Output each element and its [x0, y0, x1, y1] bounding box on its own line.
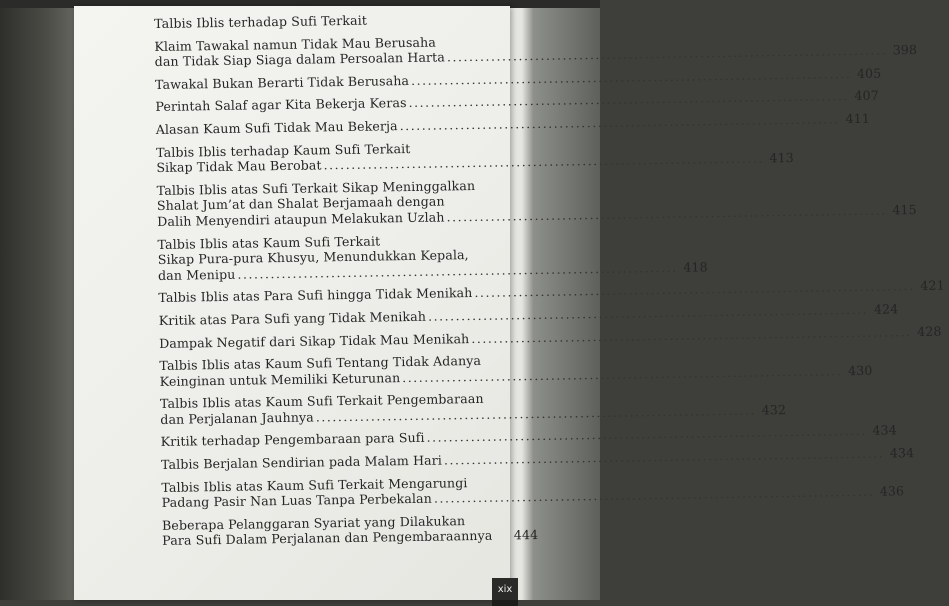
- dot-leader: ................................................................................: [400, 111, 840, 134]
- toc-entry-line: Shalat Jum’at dan Shalat Berjamaah dengan: [157, 192, 533, 213]
- toc-page-number: 407: [853, 88, 879, 104]
- toc-entry-line: Talbis Iblis atas Kaum Sufi Terkait: [157, 231, 533, 252]
- toc-entry-title: Keinginan untuk Memiliki Keturunan: [160, 370, 401, 389]
- toc-entry-title: dan Menipu: [158, 266, 236, 283]
- dot-leader: ................................................................................: [411, 66, 851, 89]
- toc-entry: [161, 451, 537, 472]
- toc-entry: [154, 33, 530, 70]
- toc-page-number: 413: [768, 150, 794, 166]
- toc-page-number: 411: [844, 111, 870, 127]
- page-folio: xix: [492, 578, 518, 600]
- toc-entry-title: dan Perjalanan Jauhnya: [160, 409, 314, 427]
- toc-page-number: 444: [512, 527, 538, 543]
- dot-leader: ................................................................................: [237, 260, 677, 283]
- toc-entry-final-line: [156, 116, 532, 137]
- toc-page-number: 434: [888, 445, 914, 461]
- toc-entry-title: Perintah Salaf agar Kita Bekerja Keras: [155, 95, 406, 115]
- toc-entry: [155, 71, 531, 92]
- toc-entry-line: Talbis Iblis terhadap Kaum Sufi Terkait: [156, 139, 532, 160]
- toc-entry-line: Talbis Iblis atas Kaum Sufi Tentang Tidak Adanya: [159, 352, 535, 373]
- toc-entry-title: Alasan Kaum Sufi Tidak Mau Bekerja: [156, 118, 398, 137]
- dot-leader: ................................................................................: [447, 43, 887, 66]
- toc-entry: [158, 284, 534, 305]
- dot-leader: ................................................................................: [428, 302, 868, 325]
- toc-entry-line: Beberapa Pelanggaran Syariat yang Dilakukan: [162, 512, 538, 533]
- toc-entry-title: Sikap Tidak Mau Berobat: [156, 158, 321, 176]
- toc-page-number: 430: [846, 362, 872, 378]
- dot-leader: ................................................................................: [471, 324, 911, 347]
- folio-bar: [492, 600, 518, 606]
- toc-entry: [161, 429, 537, 450]
- toc-entry: [154, 10, 530, 31]
- toc-entry-line: Talbis Iblis atas Kaum Sufi Terkait Mengarungi: [161, 474, 537, 495]
- toc-entry-title: Dalih Menyendiri ataupun Melakukan Uzlah: [157, 209, 445, 229]
- background-left: [0, 0, 80, 600]
- toc-entry-title: Dampak Negatif dari Sikap Tidak Mau Menikah: [159, 331, 469, 351]
- toc-page-number: 415: [891, 202, 917, 218]
- toc-page-number: 428: [915, 323, 941, 339]
- toc-entry-title: Tawakal Bukan Berarti Tidak Berusaha: [155, 73, 409, 93]
- toc-entry: [159, 330, 535, 351]
- toc-page-number: 436: [878, 484, 904, 500]
- dot-leader: ................................................................................: [323, 151, 763, 174]
- dot-leader: ................................................................................: [316, 402, 756, 425]
- toc-entry: [159, 307, 535, 328]
- toc-entry-title: Padang Pasir Nan Luas Tanpa Perbekalan: [162, 491, 432, 511]
- toc-entry: [155, 93, 531, 114]
- dot-leader: ................................................................................: [446, 202, 886, 225]
- toc-entry-title: Para Sufi Dalam Perjalanan dan Pengembaraannya: [162, 528, 492, 549]
- dot-leader: ................................................................................: [444, 446, 884, 469]
- toc-entry: [156, 116, 532, 137]
- dot-leader: ................................................................................: [408, 88, 848, 111]
- toc-entry-title: Kritik terhadap Pengembaraan para Sufi: [161, 430, 425, 450]
- toc-entry-final-line: [158, 284, 534, 305]
- toc-page-number: 424: [872, 301, 898, 317]
- dot-leader: ................................................................................: [434, 484, 874, 507]
- toc-page-number: 434: [871, 423, 897, 439]
- toc-entry-line: Talbis Iblis atas Sufi Terkait Sikap Meninggalkan: [157, 177, 533, 198]
- toc-entry-final-line: [161, 451, 537, 472]
- toc-entry-line: Sikap Pura-pura Khusyu, Menundukkan Kepala,: [158, 246, 534, 267]
- toc-entry: [162, 512, 538, 549]
- toc-entry-line: Talbis Iblis terhadap Sufi Terkait: [154, 10, 530, 31]
- toc-entry-final-line: [159, 307, 535, 328]
- toc-entry-line: Klaim Tawakal namun Tidak Mau Berusaha: [154, 33, 530, 54]
- toc-entry: [161, 474, 537, 511]
- toc-entry-title: Talbis Berjalan Sendirian pada Malam Hari: [161, 453, 442, 473]
- toc-entry: [160, 390, 536, 427]
- dot-leader: ................................................................................: [474, 278, 914, 301]
- toc-page-number: 405: [855, 65, 881, 81]
- table-of-contents: [154, 10, 538, 556]
- dot-leader: ................................................................................: [402, 363, 842, 386]
- toc-entry: [157, 177, 534, 230]
- toc-entry-title: dan Tidak Siap Siaga dalam Persoalan Harta: [155, 50, 445, 70]
- book-page: [74, 6, 510, 600]
- toc-entry-final-line: [159, 330, 535, 351]
- toc-entry-line: Talbis Iblis atas Kaum Sufi Terkait Pengembaraan: [160, 390, 536, 411]
- dot-leader: ................................................................................: [426, 423, 866, 446]
- toc-entry: [159, 352, 535, 389]
- toc-entry-title: Talbis Iblis atas Para Sufi hingga Tidak Menikah: [158, 285, 472, 306]
- toc-page-number: 432: [760, 402, 786, 418]
- toc-entry-title: Kritik atas Para Sufi yang Tidak Menikah: [159, 309, 426, 329]
- toc-page-number: 418: [681, 259, 707, 275]
- toc-entry: [157, 231, 534, 284]
- toc-page-number: 421: [919, 278, 945, 294]
- toc-entry: [156, 139, 532, 176]
- toc-page-number: 398: [891, 42, 917, 58]
- toc-entry-final-line: [155, 71, 531, 92]
- toc-entry-final-line: [161, 429, 537, 450]
- toc-entry-final-line: [155, 93, 531, 114]
